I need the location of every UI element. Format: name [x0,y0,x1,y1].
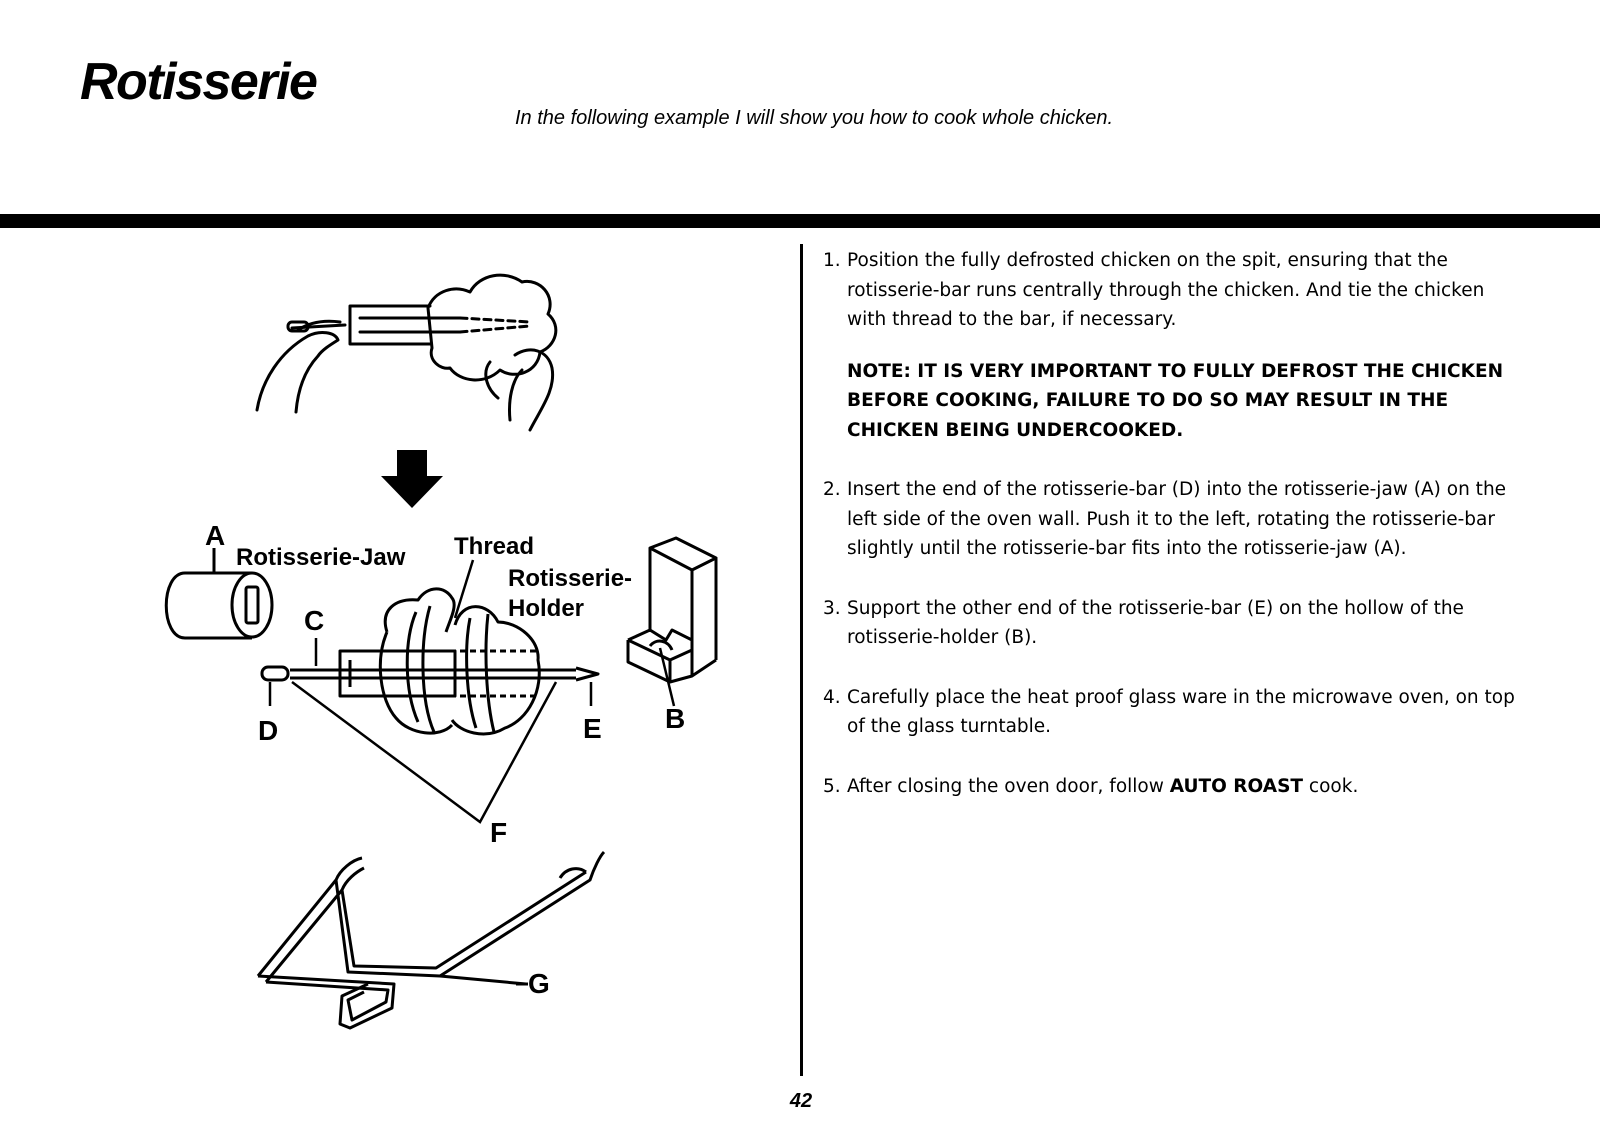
column-divider [800,244,803,1076]
label-e: E [583,713,602,744]
instructions-list [823,246,1523,831]
rotisserie-holder-drawing [628,538,716,682]
hands-inserting-bar-drawing [257,275,556,430]
rotisserie-rack-drawing [258,852,604,1028]
step-3 [823,594,1523,653]
label-rotisserie-holder-line1: Rotisserie- [508,565,633,592]
step-number: 5. [823,775,841,797]
label-g: G [528,968,550,999]
step-5 [823,772,1523,802]
leader-lines [270,560,674,822]
page-subtitle: In the following example I will show you how to cook whole chicken. [515,107,1114,129]
step-text-before: After closing the oven door, follow [847,775,1170,797]
rotisserie-illustration [0,228,790,1068]
step-number: 3. [823,597,841,619]
step-text [847,772,1523,802]
auto-roast-label: AUTO ROAST [1169,775,1304,797]
step-text: Carefully place the heat proof glass ware in the microwave oven, on top of the glass turntable. [847,686,1515,737]
step-1 [823,246,1523,445]
label-rotisserie-jaw: Rotisserie-Jaw [236,544,406,571]
label-b: B [665,703,686,734]
step-2 [823,475,1523,564]
step-number: 1. [823,250,841,271]
label-f: F [490,817,508,848]
step-text-after: cook. [1303,775,1359,797]
header-rule [0,214,1600,228]
step-number: 4. [823,686,841,708]
step-number: 2. [823,479,841,500]
label-thread: Thread [454,533,535,560]
step-text: Position the fully defrosted chicken on the spit, ensuring that the rotisserie-bar runs centrally through the chicken. And tie the chicken with thread to the bar, if necessary. [847,250,1485,330]
page-title: Rotisserie [80,53,317,111]
label-rotisserie-holder-line2: Holder [508,595,585,622]
step-text: Insert the end of the rotisserie-bar (D) into the rotisserie-jaw (A) on the left side of the oven wall. Push it to the left, rotating the rotisserie-bar slightly until the rotisserie-bar fits into the rotisserie-jaw (A). [847,479,1507,559]
label-c: C [304,605,325,636]
defrost-note: NOTE: IT IS VERY IMPORTANT TO FULLY DEFROST THE CHICKEN BEFORE COOKING, FAILURE TO DO SO MAY RESULT IN THE CHICKEN BEING UNDERCOOKED. [847,360,1504,441]
down-arrow-icon [381,450,443,508]
step-text: Support the other end of the rotisserie-bar (E) on the hollow of the rotisserie-holder (B). [847,597,1464,648]
step-4 [823,683,1523,742]
label-d: D [258,715,279,746]
page-number: 42 [789,1090,813,1112]
label-a: A [205,520,226,551]
